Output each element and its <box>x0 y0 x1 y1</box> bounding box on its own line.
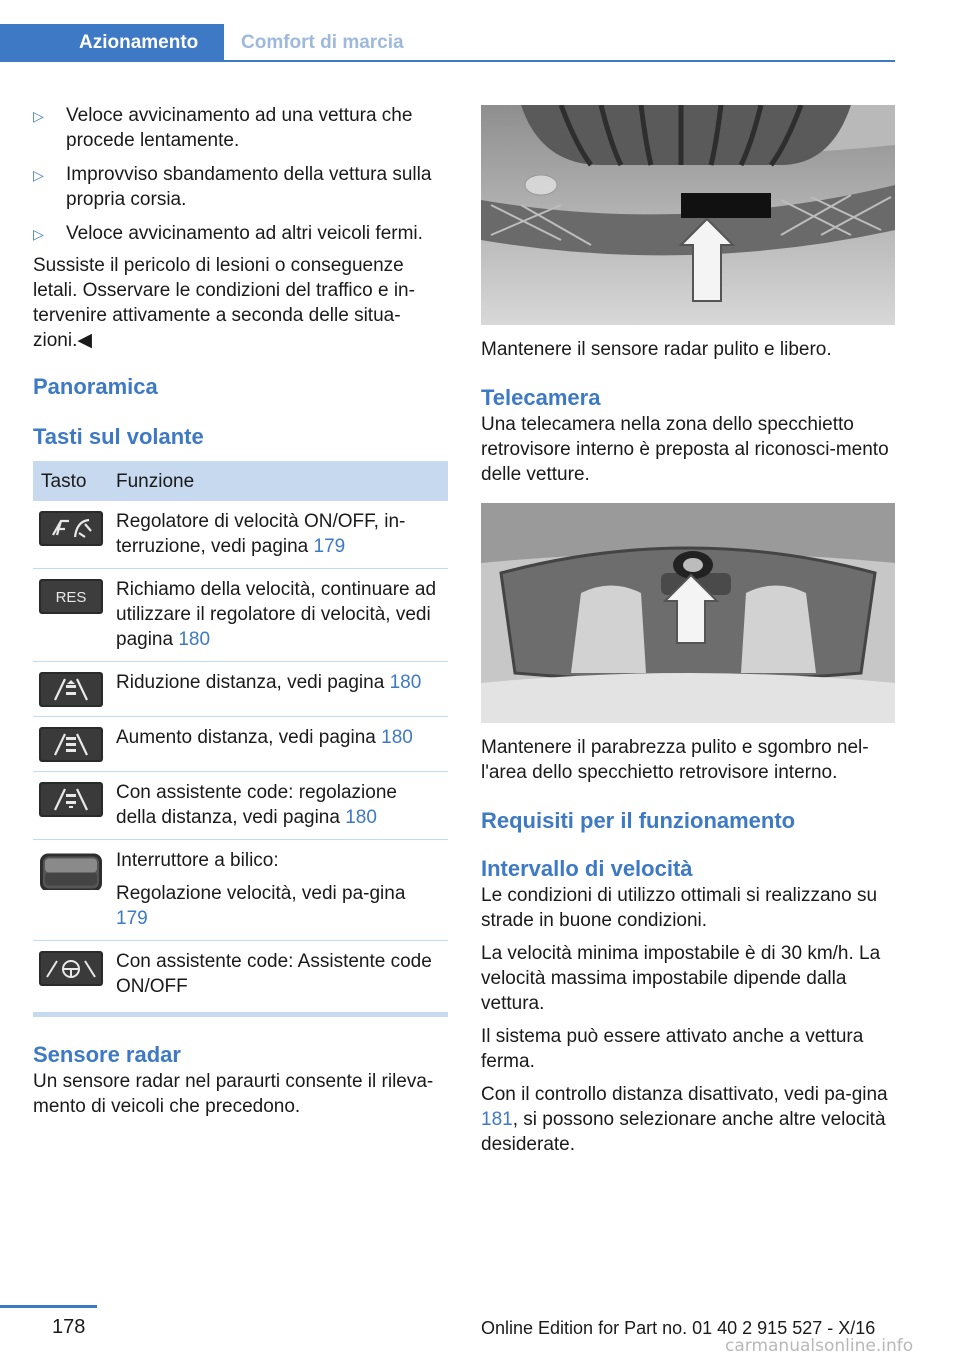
column-header-funzione: Funzione <box>116 461 448 501</box>
table-row: Con assistente code: regolazione della distanza, vedi pagina 180 <box>33 772 448 840</box>
footer-rule <box>0 1305 97 1308</box>
rocker-switch-icon <box>39 850 103 890</box>
page-link-179[interactable]: 179 <box>116 908 148 929</box>
page-link-180[interactable]: 180 <box>345 807 377 828</box>
heading-telecamera: Telecamera <box>481 385 601 410</box>
header-rule <box>0 60 895 62</box>
table-row: Regolatore di velocità ON/OFF, in-terruzione, vedi pagina 179 <box>33 501 448 569</box>
paragraph-1: Le condizioni di utilizzo ottimali si realizzano su strade in buone condizioni. <box>481 885 878 931</box>
page-link-180[interactable]: 180 <box>178 629 211 650</box>
triangle-bullet-icon: ▷ <box>33 108 44 124</box>
table-row: Interruttore a bilico: Regolazione velocità, vedi pa-gina 179 <box>33 840 448 941</box>
radar-sensor-photo <box>481 105 895 325</box>
tab-azionamento[interactable]: Azionamento <box>0 24 224 62</box>
heading-panoramica: Panoramica <box>33 374 158 399</box>
watermark: carmanualsonline.info <box>725 1336 914 1356</box>
buttons-table <box>33 461 448 1008</box>
bullet-list <box>33 103 448 246</box>
page-number: 178 <box>52 1316 86 1338</box>
traffic-jam-distance-icon <box>39 782 103 817</box>
left-column <box>33 103 448 1127</box>
table-row: RES Richiamo della velocità, continuare ad utilizzare il regolatore di velocità, vedi pagina 180 <box>33 569 448 662</box>
list-item: ▷ Improvviso sbandamento della vettura sulla propria corsia. <box>33 164 432 210</box>
tab-comfort-di-marcia[interactable]: Comfort di marcia <box>241 32 404 53</box>
paragraph-2: La velocità minima impostabile è di 30 km/h. La velocità massima impostabile dipende dalla vettura. <box>481 943 881 1014</box>
column-header-tasto: Tasto <box>33 461 116 501</box>
page-header <box>0 0 960 64</box>
paragraph-4: Con il controllo distanza disattivato, vedi pa-gina 181, si possono selezionare anche altre velocità desiderate. <box>481 1084 888 1155</box>
cruise-control-icon <box>39 511 103 546</box>
traffic-jam-assistant-icon <box>39 951 103 986</box>
heading-tasti-volante: Tasti sul volante <box>33 424 204 449</box>
heading-sensore-radar: Sensore radar <box>33 1042 181 1067</box>
svg-text:RES: RES <box>55 589 87 606</box>
paragraph-3: Il sistema può essere attivato anche a vettura ferma. <box>481 1026 864 1072</box>
table-end-rule <box>33 1012 448 1017</box>
table-row: Con assistente code: Assistente code ON/OFF <box>33 941 448 1009</box>
page-link-181[interactable]: 181 <box>481 1109 513 1130</box>
list-item: ▷ Veloce avvicinamento ad altri veicoli fermi. <box>33 221 448 246</box>
res-button-icon <box>39 579 103 614</box>
caption-camera: Mantenere il parabrezza pulito e sgombro nel-l'area dello specchietto retrovisore interno. <box>481 737 869 783</box>
camera-windshield-photo <box>481 503 895 723</box>
heading-requisiti: Requisiti per il funzionamento <box>481 808 796 833</box>
triangle-bullet-icon: ▷ <box>33 167 44 183</box>
sensore-text: Un sensore radar nel paraurti consente il rileva-mento di veicoli che precedono. <box>33 1071 434 1117</box>
distance-decrease-icon <box>39 672 103 707</box>
list-item: ▷ Veloce avvicinamento ad una vettura che procede lentamente. <box>33 105 413 151</box>
page-link-180[interactable]: 180 <box>381 727 413 748</box>
page-link-180[interactable]: 180 <box>389 672 422 693</box>
table-row: Aumento distanza, vedi pagina 180 <box>33 717 448 772</box>
distance-increase-icon <box>39 727 103 762</box>
telecamera-text: Una telecamera nella zona dello specchietto retrovisore interno è preposta al riconosci-mento delle vetture. <box>481 414 889 485</box>
page-link-179[interactable]: 179 <box>313 536 346 557</box>
warning-text: Sussiste il pericolo di lesioni o conseguenze letali. Osservare le condizioni del traffico e in-tervenire attivamente a seconda delle situa-zioni.◀ <box>33 255 415 351</box>
edition-text: Online Edition for Part no. 01 40 2 915 527 - X/16 <box>481 1318 876 1338</box>
triangle-bullet-icon: ▷ <box>33 226 44 242</box>
caption-radar: Mantenere il sensore radar pulito e libero. <box>481 339 832 360</box>
table-row: Riduzione distanza, vedi pagina 180 <box>33 662 448 717</box>
heading-intervallo: Intervallo di velocità <box>481 856 693 881</box>
right-column <box>481 105 895 1165</box>
